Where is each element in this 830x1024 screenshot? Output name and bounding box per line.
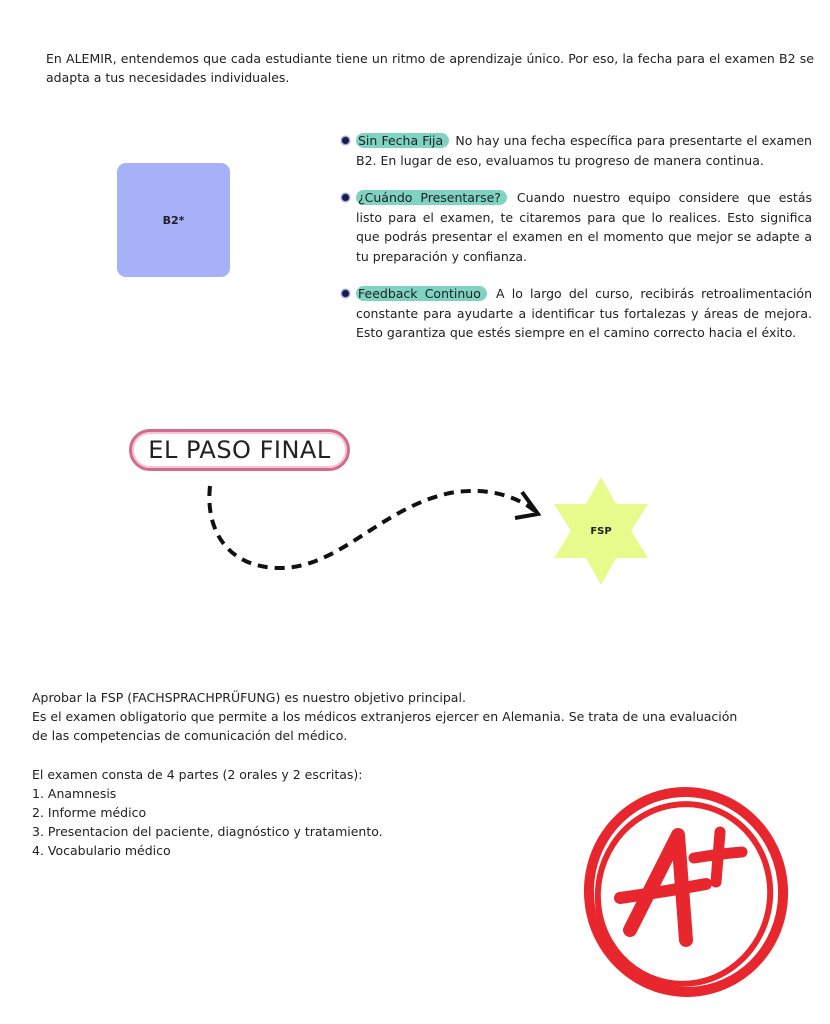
bullet-list bbox=[342, 131, 812, 361]
bullet-dot-icon bbox=[342, 137, 349, 144]
list-item: 1. Anamnesis bbox=[32, 785, 117, 801]
dashed-arrow-icon bbox=[190, 478, 550, 578]
list-item: 4. Vocabulario médico bbox=[32, 843, 171, 859]
bullet-tag: ¿Cuándo Presentarse? bbox=[356, 190, 507, 205]
bullet-item bbox=[342, 284, 812, 343]
bullet-text: Cuando nuestro equipo considere que estás listo para el examen, te citaremos para que lo realices. Esto significa que podrás presentar el examen en el momento que mejor se adapte a tu preparación y confianza. bbox=[356, 190, 812, 264]
intro-paragraph: En ALEMIR, entendemos que cada estudiante tiene un ritmo de aprendizaje único. Por eso, la fecha para el examen B2 se adapta a tus necesidades individuales. bbox=[46, 50, 814, 85]
a-plus-grade-icon bbox=[568, 780, 808, 1010]
bullet-text: No hay una fecha específica para presentarte el examen B2. En lugar de eso, evaluamos tu progreso de manera continua. bbox=[356, 133, 812, 168]
bullet-item bbox=[342, 188, 812, 266]
list-item: 2. Informe médico bbox=[32, 805, 147, 821]
paso-final-title: EL PASO FINAL bbox=[148, 436, 331, 464]
b2-box bbox=[117, 163, 230, 277]
bullet-tag: Feedback Continuo bbox=[356, 286, 487, 301]
bullet-tag: Sin Fecha Fija bbox=[356, 133, 449, 148]
parts-intro: El examen consta de 4 partes (2 orales y 2 escritas): bbox=[32, 766, 363, 782]
list-item: 3. Presentacion del paciente, diagnóstico y tratamiento. bbox=[32, 824, 383, 840]
fsp-line: Aprobar la FSP (FACHSPRACHPRÜFUNG) es nuestro objetivo principal. bbox=[32, 690, 466, 705]
paso-final-pill bbox=[129, 429, 350, 471]
fsp-line: Es el examen obligatorio que permite a los médicos extranjeros ejercer en Alemania. Se trata de una evaluación de las competencias de comunicación del médico. bbox=[32, 709, 738, 744]
bullet-dot-icon bbox=[342, 290, 349, 297]
star-label: FSP bbox=[590, 525, 612, 537]
b2-box-label: B2* bbox=[162, 213, 185, 227]
bullet-item bbox=[342, 131, 812, 170]
bullet-text: A lo largo del curso, recibirás retroalimentación constante para ayudarte a identificar tus fortalezas y áreas de mejora. Esto garantiza que estés siempre en el camino correcto hacia el éxito. bbox=[356, 286, 812, 340]
bullet-dot-icon bbox=[342, 194, 349, 201]
